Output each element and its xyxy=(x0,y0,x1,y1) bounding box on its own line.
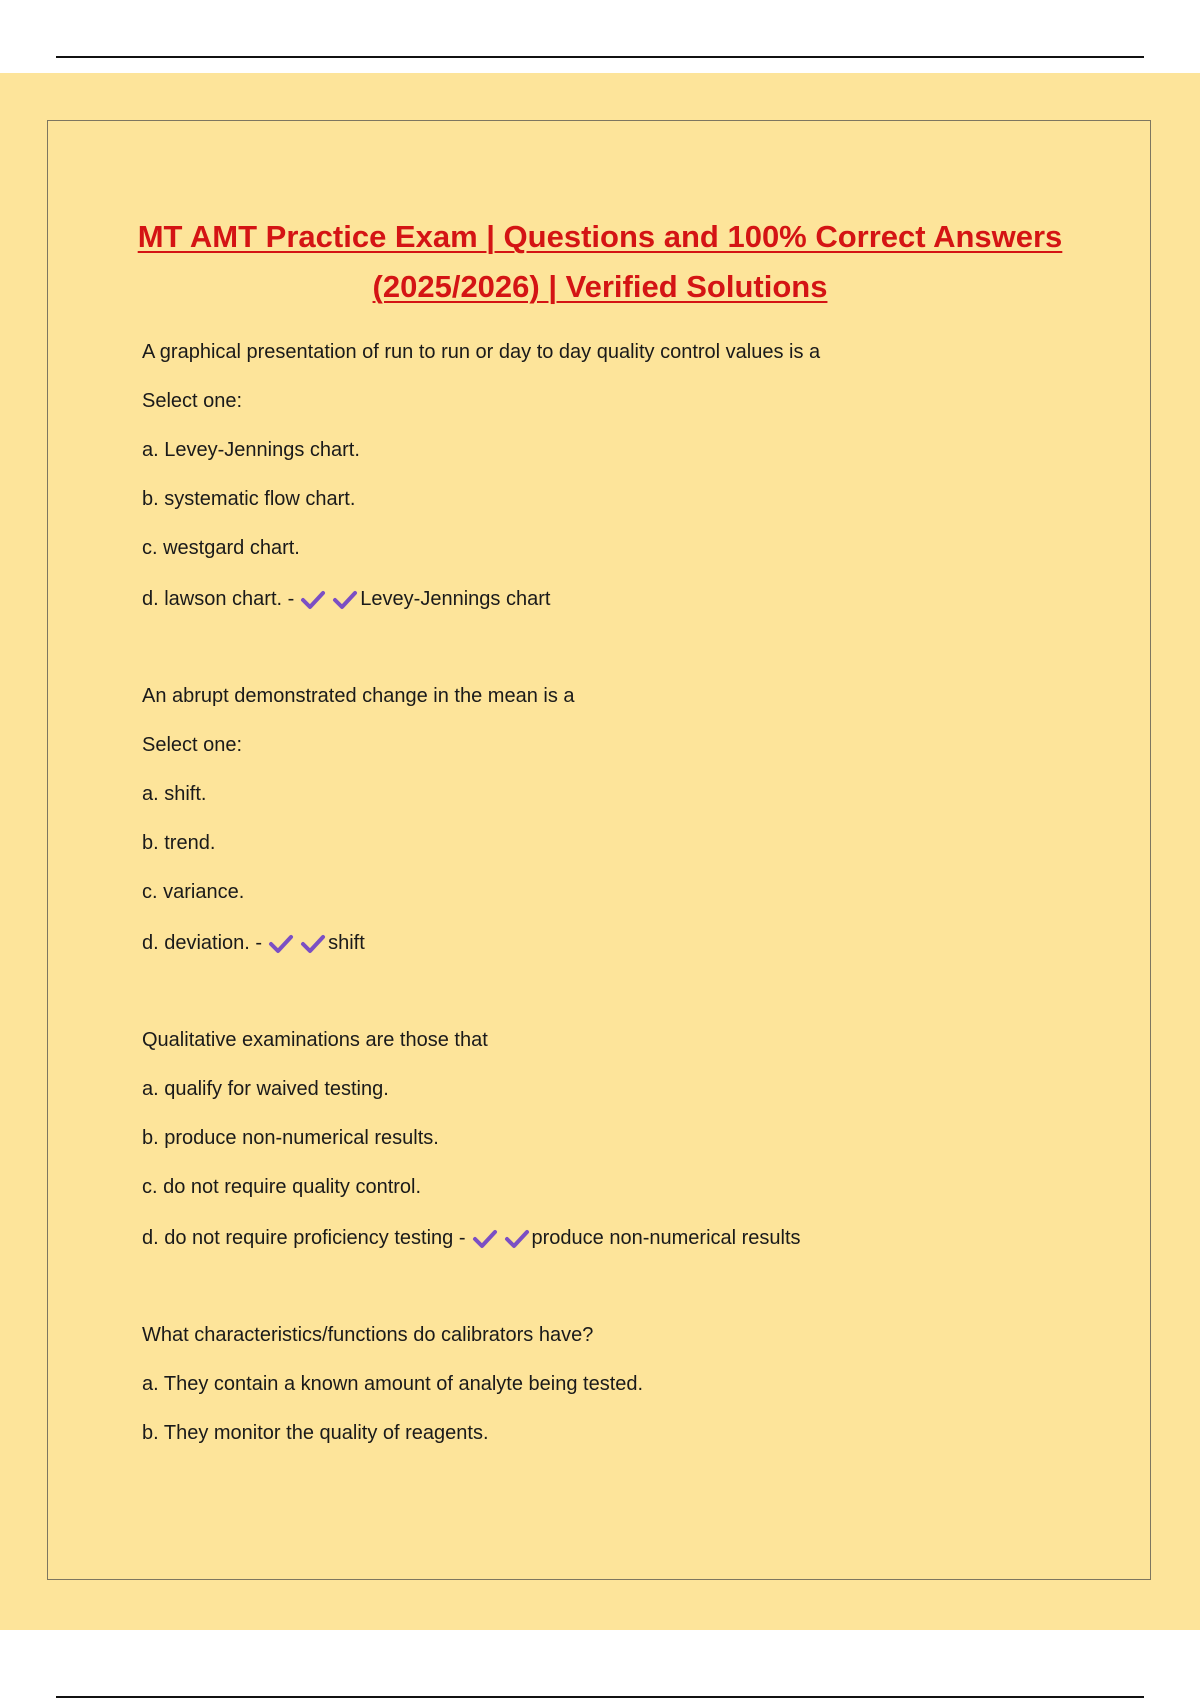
title-line-1: MT AMT Practice Exam | Questions and 100% Correct Answers xyxy=(137,219,1063,254)
option: d. do not require proficiency testing - xyxy=(142,1227,466,1249)
option: b. They monitor the quality of reagents. xyxy=(142,1422,489,1444)
option: a. shift. xyxy=(142,783,207,805)
correct-answer: Levey-Jennings chart xyxy=(360,588,551,610)
question-instruction: Select one: xyxy=(142,734,243,756)
top-rule xyxy=(56,56,1144,58)
option: b. systematic flow chart. xyxy=(142,488,356,510)
option: c. do not require quality control. xyxy=(142,1176,422,1198)
option: b. produce non-numerical results. xyxy=(142,1127,439,1149)
question-prompt: A graphical presentation of run to run or day to day quality control values is a xyxy=(142,341,821,363)
option: d. deviation. - xyxy=(142,932,263,954)
title-line-2: (2025/2026) | Verified Solutions xyxy=(372,269,828,304)
question-list xyxy=(142,328,1142,1458)
checkmark-icon xyxy=(332,590,358,610)
correct-answer: produce non-numerical results xyxy=(531,1227,801,1249)
option: b. trend. xyxy=(142,832,216,854)
option: a. They contain a known amount of analyte being tested. xyxy=(142,1373,644,1395)
question-instruction: Select one: xyxy=(142,390,243,412)
option: c. variance. xyxy=(142,881,245,903)
document-title xyxy=(80,212,1120,312)
option-with-answer xyxy=(142,1212,1142,1265)
option-with-answer xyxy=(142,917,1142,970)
option: a. qualify for waived testing. xyxy=(142,1078,389,1100)
question-prompt: An abrupt demonstrated change in the mean is a xyxy=(142,685,575,707)
checkmark-icon xyxy=(268,934,294,954)
checkmark-icon xyxy=(300,934,326,954)
checkmark-icon xyxy=(472,1229,498,1249)
option: d. lawson chart. - xyxy=(142,588,295,610)
checkmark-icon xyxy=(504,1229,530,1249)
checkmark-icon xyxy=(300,590,326,610)
correct-answer: shift xyxy=(328,932,365,954)
option-with-answer xyxy=(142,573,1142,626)
option: c. westgard chart. xyxy=(142,537,300,559)
question-prompt: What characteristics/functions do calibrators have? xyxy=(142,1324,594,1346)
question-prompt: Qualitative examinations are those that xyxy=(142,1029,488,1051)
bottom-rule xyxy=(56,1696,1144,1698)
option: a. Levey-Jennings chart. xyxy=(142,439,360,461)
